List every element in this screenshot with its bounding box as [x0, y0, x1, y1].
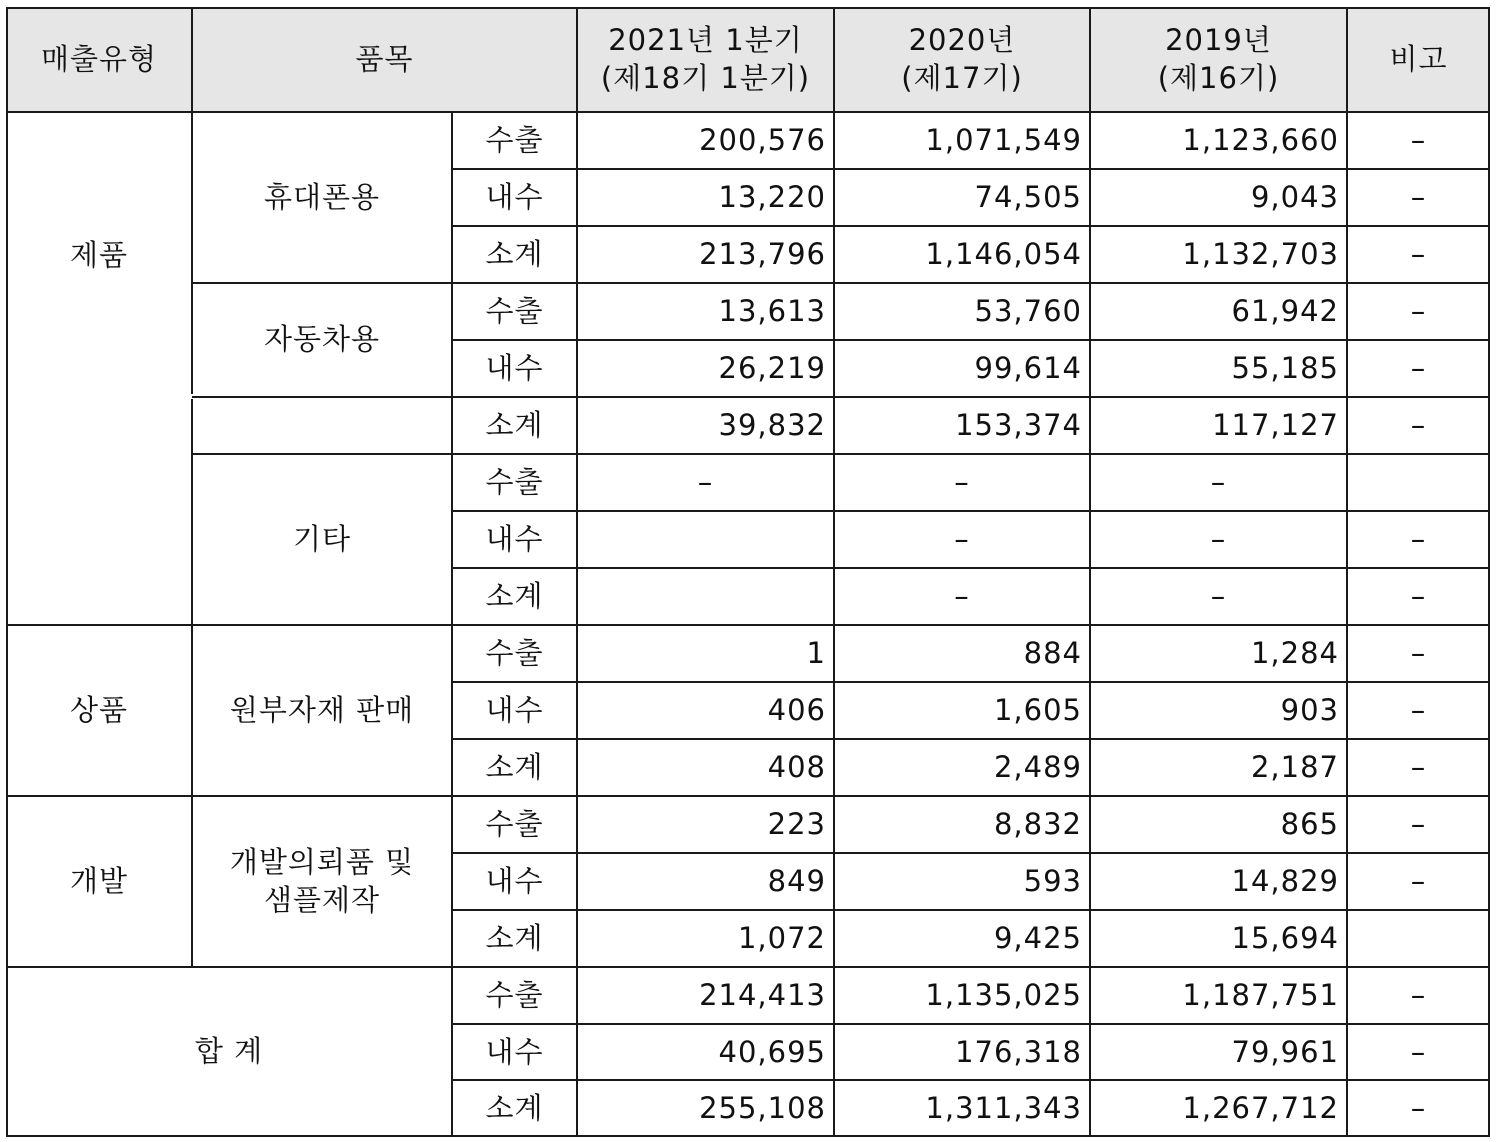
row-kind-text: 수출 — [485, 806, 544, 841]
item-dev-request-line2: 샘플제작 — [263, 882, 381, 917]
value-2021-q1-text: – — [697, 464, 714, 499]
value-note-text: – — [1410, 692, 1427, 727]
type-merchandise-label: 상품 — [69, 692, 129, 727]
value-2021-q1 — [577, 454, 834, 511]
value-2021-q1 — [577, 169, 834, 226]
value-2020 — [834, 340, 1090, 397]
row-kind — [452, 283, 577, 340]
value-2020 — [834, 1024, 1090, 1081]
value-2019-text: 1,132,703 — [1182, 236, 1339, 271]
header-note-label: 비고 — [1389, 41, 1448, 76]
header-2020-line2: (제17기) — [901, 60, 1023, 95]
value-2020 — [834, 910, 1090, 967]
value-2021-q1 — [577, 910, 834, 967]
value-2020 — [834, 226, 1090, 283]
value-2021-q1 — [577, 853, 834, 910]
value-2020 — [834, 511, 1090, 568]
value-note-text: – — [1410, 635, 1427, 670]
value-2021-q1-text: 1,072 — [737, 920, 826, 955]
value-note — [1347, 1024, 1490, 1081]
row-kind — [452, 1024, 577, 1081]
value-note — [1347, 511, 1490, 568]
value-note — [1347, 682, 1490, 739]
value-2020 — [834, 682, 1090, 739]
value-2021-q1-text: 39,832 — [718, 407, 826, 442]
value-2020-text: 74,505 — [974, 179, 1082, 214]
value-2021-q1 — [577, 625, 834, 682]
value-2020 — [834, 112, 1090, 169]
row-kind — [452, 511, 577, 568]
value-2021-q1-text: 213,796 — [699, 236, 826, 271]
row-kind — [452, 1081, 577, 1137]
value-2020 — [834, 454, 1090, 511]
value-2021-q1 — [577, 340, 834, 397]
row-kind — [452, 910, 577, 967]
value-note-text: – — [1410, 179, 1427, 214]
value-2020-text: 99,614 — [974, 350, 1082, 385]
value-note-text: – — [1410, 407, 1427, 442]
grand-total-label: 합 계 — [194, 1034, 264, 1069]
value-note-text: – — [1410, 977, 1427, 1012]
value-2019-text: 15,694 — [1231, 920, 1339, 955]
value-note — [1347, 967, 1490, 1024]
value-2021-q1-text: 223 — [767, 806, 826, 841]
value-2019-text: 9,043 — [1250, 179, 1339, 214]
value-note — [1347, 340, 1490, 397]
row-kind-text: 내수 — [485, 1034, 544, 1069]
value-note — [1347, 169, 1490, 226]
item-automotive-label: 자동차용 — [263, 322, 381, 357]
row-kind — [452, 967, 577, 1024]
row-kind-text: 소계 — [485, 920, 544, 955]
value-note — [1347, 226, 1490, 283]
value-note-text: – — [1410, 578, 1427, 613]
value-note — [1347, 739, 1490, 796]
row-kind-text: 내수 — [485, 179, 544, 214]
header-item-label: 품목 — [355, 41, 414, 76]
value-note — [1347, 454, 1490, 511]
value-2020-text: 153,374 — [955, 407, 1082, 442]
value-2019 — [1090, 796, 1347, 853]
row-kind-text: 수출 — [485, 122, 544, 157]
value-2021-q1 — [577, 511, 834, 568]
value-2020-text: 176,318 — [955, 1034, 1082, 1069]
value-2020 — [834, 796, 1090, 853]
header-2020-line1: 2020년 — [908, 23, 1016, 58]
row-kind-text: 소계 — [485, 236, 544, 271]
value-2019 — [1090, 169, 1347, 226]
value-2019 — [1090, 283, 1347, 340]
value-note-text: – — [1410, 863, 1427, 898]
value-2019-text: 865 — [1280, 806, 1339, 841]
value-note — [1347, 397, 1490, 454]
row-kind — [452, 169, 577, 226]
value-2021-q1-text: 13,613 — [718, 293, 826, 328]
row-kind-text: 소계 — [485, 749, 544, 784]
row-kind — [452, 796, 577, 853]
value-2019 — [1090, 511, 1347, 568]
row-kind — [452, 454, 577, 511]
value-2019 — [1090, 397, 1347, 454]
row-kind-text: 내수 — [485, 863, 544, 898]
value-note-text: – — [1410, 521, 1427, 556]
value-2020-text: – — [954, 578, 970, 613]
value-note-text: – — [1410, 122, 1427, 157]
row-kind-text: 소계 — [485, 578, 544, 613]
value-note — [1347, 1081, 1490, 1137]
row-kind — [452, 739, 577, 796]
value-2021-q1 — [577, 397, 834, 454]
value-note-text: – — [1410, 293, 1427, 328]
value-note — [1347, 625, 1490, 682]
value-2019-text: – — [1210, 464, 1227, 499]
value-note-text: – — [1410, 1034, 1427, 1069]
value-2019-text: 903 — [1280, 692, 1339, 727]
value-2021-q1-text: 40,695 — [718, 1034, 826, 1069]
value-note-text: – — [1410, 350, 1427, 385]
value-2019 — [1090, 112, 1347, 169]
value-2019 — [1090, 1081, 1347, 1137]
row-kind — [452, 340, 577, 397]
header-2021-q1-line1: 2021년 1분기 — [608, 23, 803, 58]
value-2021-q1-text: 214,413 — [699, 977, 826, 1012]
value-2020-text: – — [954, 521, 970, 556]
value-2021-q1 — [577, 796, 834, 853]
value-2021-q1 — [577, 1081, 834, 1137]
row-kind-text: 수출 — [485, 293, 544, 328]
row-kind — [452, 625, 577, 682]
value-2019-text: 2,187 — [1250, 749, 1339, 784]
value-2020 — [834, 283, 1090, 340]
value-2021-q1-text: 408 — [767, 749, 826, 784]
value-2019-text: 14,829 — [1231, 863, 1339, 898]
value-2019-text: 61,942 — [1231, 293, 1339, 328]
value-2019-text: – — [1210, 578, 1227, 613]
value-2019 — [1090, 682, 1347, 739]
row-kind — [452, 226, 577, 283]
value-2021-q1-text: 1 — [806, 635, 826, 670]
value-2020-text: 1,146,054 — [925, 236, 1082, 271]
value-2021-q1-text: 849 — [767, 863, 826, 898]
value-2020 — [834, 967, 1090, 1024]
row-kind-text: 소계 — [485, 1091, 544, 1126]
value-note-text: – — [1410, 749, 1427, 784]
value-2020-text: 8,832 — [993, 806, 1082, 841]
value-2020 — [834, 169, 1090, 226]
row-kind-text: 내수 — [485, 692, 544, 727]
row-kind-text: 수출 — [485, 464, 544, 499]
value-2019 — [1090, 226, 1347, 283]
value-2020-text: 1,135,025 — [925, 977, 1082, 1012]
value-2019-text: 117,127 — [1212, 407, 1339, 442]
row-kind-text: 수출 — [485, 635, 544, 670]
value-2019-text: 1,187,751 — [1182, 977, 1339, 1012]
row-kind-text: 내수 — [485, 350, 544, 385]
value-note — [1347, 283, 1490, 340]
value-2019 — [1090, 340, 1347, 397]
value-2020 — [834, 1081, 1090, 1137]
value-2020 — [834, 397, 1090, 454]
value-2021-q1 — [577, 967, 834, 1024]
value-2021-q1 — [577, 568, 834, 625]
value-2021-q1 — [577, 739, 834, 796]
value-2019 — [1090, 1024, 1347, 1081]
value-2020-text: 2,489 — [993, 749, 1082, 784]
header-2021-q1-line2: (제18기 1분기) — [600, 60, 811, 95]
value-note — [1347, 910, 1490, 967]
value-2019 — [1090, 910, 1347, 967]
value-2021-q1-text: 200,576 — [699, 122, 826, 157]
value-2019-text: – — [1210, 521, 1227, 556]
value-2021-q1 — [577, 1024, 834, 1081]
value-2021-q1-text: 255,108 — [699, 1091, 826, 1126]
row-kind — [452, 568, 577, 625]
item-other-label: 기타 — [292, 521, 352, 556]
value-2019-text: 79,961 — [1231, 1034, 1339, 1069]
value-2019-text: 1,267,712 — [1182, 1091, 1339, 1126]
value-note — [1347, 796, 1490, 853]
header-2019-line1: 2019년 — [1165, 23, 1272, 58]
row-kind — [452, 853, 577, 910]
value-2020-text: 593 — [1023, 863, 1082, 898]
item-mobile-label: 휴대폰용 — [263, 179, 381, 214]
value-2020-text: 1,071,549 — [925, 122, 1082, 157]
row-kind — [452, 682, 577, 739]
item-dev-request-line1: 개발의뢰품 및 — [229, 845, 415, 880]
row-kind-text: 내수 — [485, 521, 544, 556]
value-2020-text: 9,425 — [993, 920, 1082, 955]
value-note-text: – — [1410, 236, 1427, 271]
value-note — [1347, 853, 1490, 910]
value-2021-q1-text: 13,220 — [718, 179, 826, 214]
value-2019 — [1090, 568, 1347, 625]
value-2020-text: 884 — [1023, 635, 1082, 670]
value-2019 — [1090, 625, 1347, 682]
value-2020-text: 1,605 — [993, 692, 1082, 727]
row-kind — [452, 112, 577, 169]
value-2020-text: 53,760 — [974, 293, 1082, 328]
value-2020-text: 1,311,343 — [925, 1091, 1082, 1126]
type-development-label: 개발 — [69, 863, 129, 898]
value-2020 — [834, 739, 1090, 796]
value-2019 — [1090, 739, 1347, 796]
value-2020-text: – — [954, 464, 970, 499]
value-note-text: – — [1410, 806, 1427, 841]
row-kind — [452, 397, 577, 454]
value-note — [1347, 568, 1490, 625]
sales-table — [6, 7, 1490, 1137]
value-note-text: – — [1410, 1091, 1427, 1126]
type-product-label: 제품 — [69, 237, 129, 272]
value-2021-q1 — [577, 283, 834, 340]
header-2019-line2: (제16기) — [1157, 60, 1280, 95]
value-2020 — [834, 568, 1090, 625]
value-2020 — [834, 853, 1090, 910]
row-kind-text: 소계 — [485, 407, 544, 442]
value-2019-text: 1,123,660 — [1182, 122, 1339, 157]
item-raw-materials-label: 원부자재 판매 — [229, 692, 415, 727]
value-2019-text: 1,284 — [1250, 635, 1339, 670]
value-2021-q1 — [577, 226, 834, 283]
header-sales-type-label: 매출유형 — [40, 41, 158, 76]
value-note — [1347, 112, 1490, 169]
value-2019 — [1090, 454, 1347, 511]
value-2021-q1-text: 26,219 — [718, 350, 826, 385]
value-2021-q1 — [577, 682, 834, 739]
value-2019 — [1090, 967, 1347, 1024]
value-2021-q1 — [577, 112, 834, 169]
value-2019-text: 55,185 — [1231, 350, 1339, 385]
row-kind-text: 수출 — [485, 977, 544, 1012]
value-2021-q1-text: 406 — [767, 692, 826, 727]
value-2019 — [1090, 853, 1347, 910]
value-2020 — [834, 625, 1090, 682]
